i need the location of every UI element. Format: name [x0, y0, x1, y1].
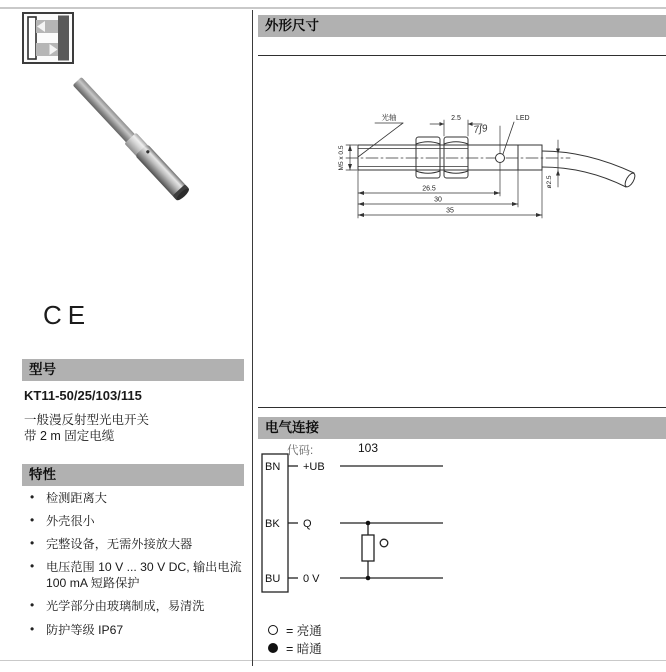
handwritten-mark: 7ʃ9	[472, 123, 489, 136]
total-length-dimension: 35	[446, 207, 454, 215]
legend-dark-on-text: = 暗通	[286, 642, 322, 656]
feature-item: • 外壳很小	[24, 513, 246, 529]
feature-item: • 防护等级 IP67	[24, 622, 246, 638]
feature-item: • 光学部分由玻璃制成，易清洗	[24, 598, 246, 614]
electrical-top-rule	[258, 407, 666, 408]
wiring-diagram	[258, 440, 458, 610]
product-photo	[33, 41, 243, 251]
ce-mark: CE	[43, 300, 92, 330]
model-section-header: 型号	[22, 359, 244, 381]
bottom-rule	[0, 660, 666, 661]
code-label: 代码:	[287, 445, 314, 457]
dark-on-symbol	[268, 643, 278, 653]
thread-dimension: M5 x 0.5	[338, 145, 345, 171]
cable-diameter-dimension: ø2.5	[546, 175, 553, 189]
model-description-line2: 带 2 m 固定电缆	[24, 429, 115, 443]
top-rule	[0, 7, 666, 9]
legend-dark-on	[268, 639, 322, 657]
signal-q-label: Q	[303, 518, 312, 530]
nut-gap-dimension: 2.5	[451, 115, 461, 122]
features-section-header: 特性	[22, 464, 244, 486]
optical-axis-label: 光轴	[381, 113, 397, 122]
legend-light-on-text: = 亮通	[286, 624, 322, 638]
body-length-dimension: 30	[434, 196, 442, 204]
feature-item: • 电压范围 10 V ... 30 V DC, 输出电流 100 mA 短路保护	[24, 559, 246, 591]
light-on-symbol	[268, 625, 278, 635]
wire-bu-label: BU	[265, 573, 281, 585]
dimension-drawing	[258, 70, 666, 320]
features-list	[24, 490, 246, 645]
length-to-led-dimension: 26.5	[422, 185, 436, 193]
dimensions-top-rule	[258, 55, 666, 56]
signal-ub-label: +UB	[303, 461, 325, 473]
wire-bk-label: BK	[265, 518, 280, 530]
model-description-line1: 一般漫反射型光电开关	[24, 413, 150, 427]
wire-bn-label: BN	[265, 461, 281, 473]
column-divider	[252, 10, 253, 666]
model-number: KT11-50/25/103/115	[24, 388, 142, 403]
signal-0v-label: 0 V	[303, 573, 320, 585]
code-value: 103	[358, 441, 379, 455]
feature-item: • 完整设备，无需外接放大器	[24, 536, 246, 552]
legend-light-on	[268, 621, 322, 639]
feature-item: • 检测距离大	[24, 490, 246, 506]
led-label: LED	[516, 115, 530, 122]
dimensions-section-header: 外形尺寸	[258, 15, 666, 37]
electrical-section-header: 电气连接	[258, 417, 666, 439]
